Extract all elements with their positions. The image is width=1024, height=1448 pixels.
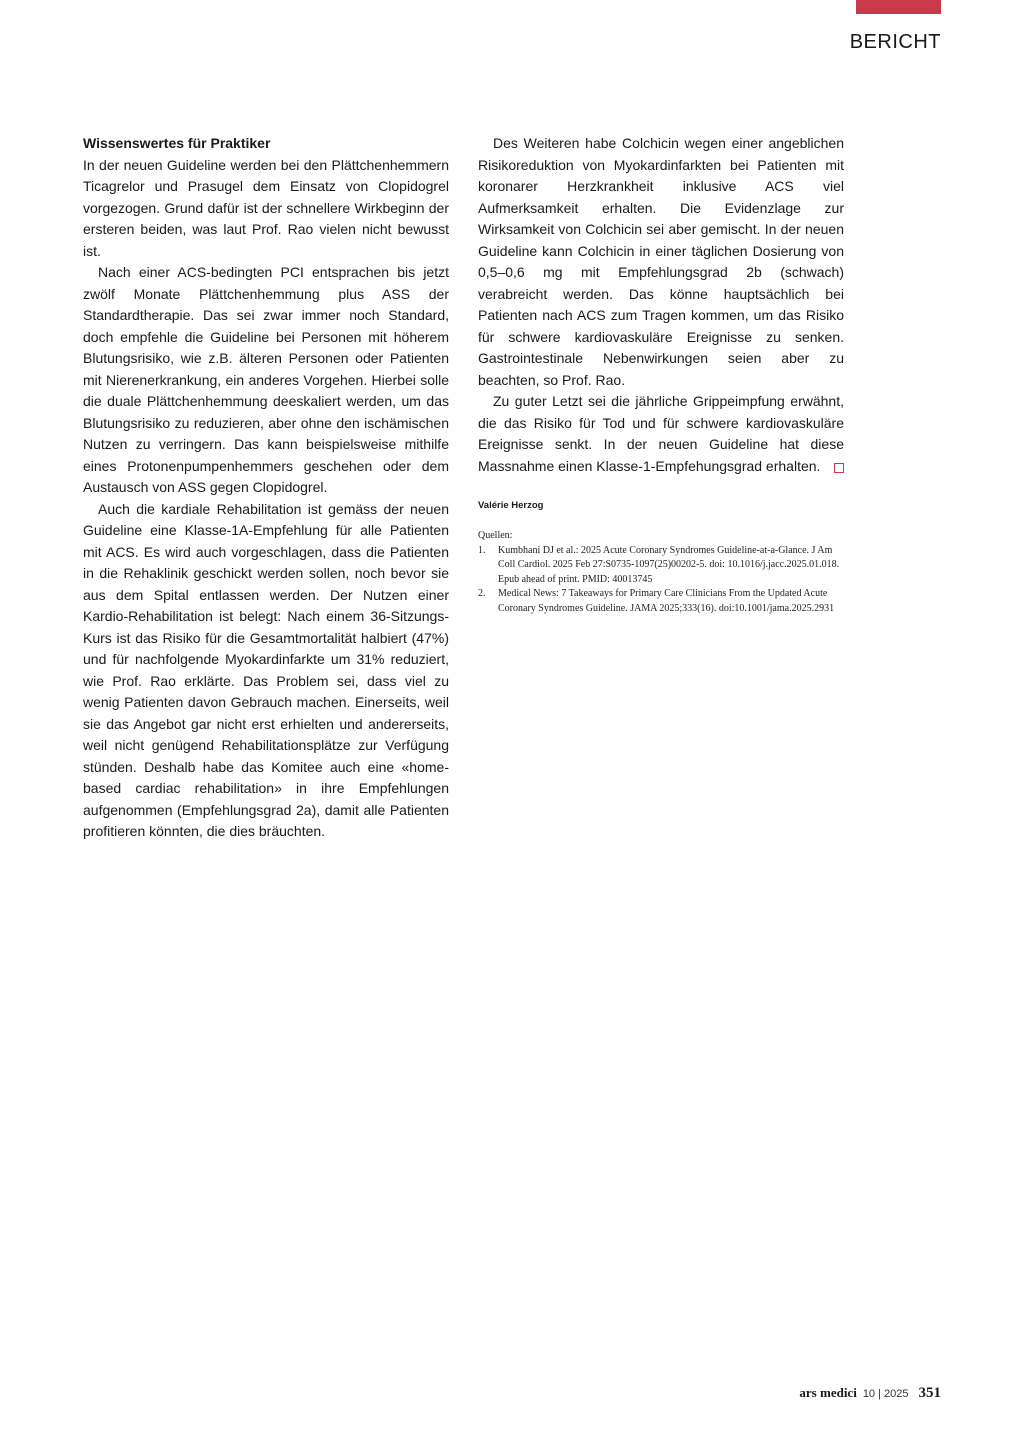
body-paragraph: Nach einer ACS-bedingten PCI entsprachen bis jetzt zwölf Monate Plättchenhemmung plus ASS der Standardtherapie. Das sei zwar immer noch Standard, doch empfehle die Guideline bei Personen mit höherem Blutungsrisiko, wie z.B. älteren Personen oder Patienten mit Nierenerkrankung, ein anderes Vorgehen. Hierbei solle die duale Plättchenhemmung deeskaliert werden, um das Blutungsrisiko zu reduzieren, aber ohne den ischämischen Nutzen zu verringern. Das kann beispielsweise mithilfe eines Protonenpumpenhemmers geschehen oder dem Austausch von ASS gegen Clopidogrel. <box>83 264 449 495</box>
left-column <box>83 133 449 843</box>
body-paragraph: Auch die kardiale Rehabilitation ist gemäss der neuen Guideline eine Klasse-1A-Empfehlung für alle Patienten mit ACS. Es wird auch vorgeschlagen, dass die Patienten in die Rehaklinik geschickt werden sollen, noch bevor sie aus dem Spital entlassen werden. Der Nutzen einer Kardio-Rehabilitation ist belegt: Nach einem 36-Sitzungs-Kurs ist das Risiko für die Gesamtmortalität halbiert (47%) und für nachfolgende Myokardinfarkte um 31% reduziert, wie Prof. Rao erklärte. Das Problem sei, dass viel zu wenig Patienten davon Gebrauch machen. Einerseits, weil sie das Angebot gar nicht erst erhielten und andererseits, weil nicht genügend Rehabilitationsplätze zur Verfügung stünden. Deshalb habe das Komitee auch eine «home-based cardiac rehabilitation» in ihre Empfehlungen aufgenommen (Empfehlungsgrad 2a), damit alle Patienten profitieren könnten, die dies bräuchten. <box>83 500 449 839</box>
sources-title: Quellen: <box>478 530 513 541</box>
end-of-article-square-icon <box>834 463 844 473</box>
journal-name: ars medici <box>799 1385 857 1400</box>
section-heading: Wissenswertes für Praktiker <box>83 135 271 151</box>
author-name: Valérie Herzog <box>478 500 544 511</box>
issue-number: 10 | 2025 <box>862 1388 909 1400</box>
source-text: Kumbhani DJ et al.: 2025 Acute Coronary Syndromes Guideline-at-a-Glance. J Am Coll Cardiol. 2025 Feb 27:S0735-1097(25)00202-5. doi: 10.1016/j.jacc.2025.01.018. Epub ahead of print. PMID: 40013745 <box>498 544 840 585</box>
body-paragraph-text: Zu guter Letzt sei die jährliche Grippeimpfung erwähnt, die das Risiko für Tod und für schwere kardiovaskuläre Ereignisse senkt. In der neuen Guideline hat diese Massnahme einen Klasse-1-Empfehungsgrad erhalten. <box>478 393 844 474</box>
source-text: Medical News: 7 Takeaways for Primary Care Clinicians From the Updated Acute Coronary Syndromes Guideline. JAMA 2025;333(16). doi:10.1001/jama.2025.2931 <box>498 588 835 614</box>
source-number: 1. <box>478 544 486 556</box>
body-paragraph: Des Weiteren habe Colchicin wegen einer angeblichen Risikoreduktion von Myokardinfarkten bei Patienten mit koronarer Herzkrankheit inklusive ACS viel Aufmerksamkeit erhalten. Die Evidenzlage zur Wirksamkeit von Colchicin sei aber gemischt. In der neuen Guideline kann Colchicin in einer täglichen Dosierung von 0,5–0,6 mg mit Empfehlungsgrad 2b (schwach) verabreicht werden. Das könne hauptsächlich bei Patienten nach ACS zum Tragen kommen, um das Risiko für schwere kardiovaskuläre Ereignisse zu senken. Gastrointestinale Nebenwirkungen seien aber zu beachten, so Prof. Rao. <box>478 135 844 388</box>
source-item <box>478 587 844 616</box>
body-paragraph: In der neuen Guideline werden bei den Plättchenhemmern Ticagrelor und Prasugel dem Einsatz von Clopidogrel vorgezogen. Grund dafür ist der schnellere Wirkbeginn der ersteren beiden, was laut Prof. Rao vielen nicht bewusst ist. <box>83 156 449 259</box>
source-item <box>478 544 844 588</box>
sources-block <box>478 529 844 616</box>
sources-list <box>478 544 844 617</box>
section-label: BERICHT <box>849 31 941 53</box>
right-column <box>478 133 844 616</box>
page-footer <box>799 1385 941 1402</box>
body-paragraph-last <box>478 391 844 477</box>
page-number: 351 <box>918 1385 941 1401</box>
header-accent-bar <box>856 0 941 14</box>
source-number: 2. <box>478 588 486 599</box>
